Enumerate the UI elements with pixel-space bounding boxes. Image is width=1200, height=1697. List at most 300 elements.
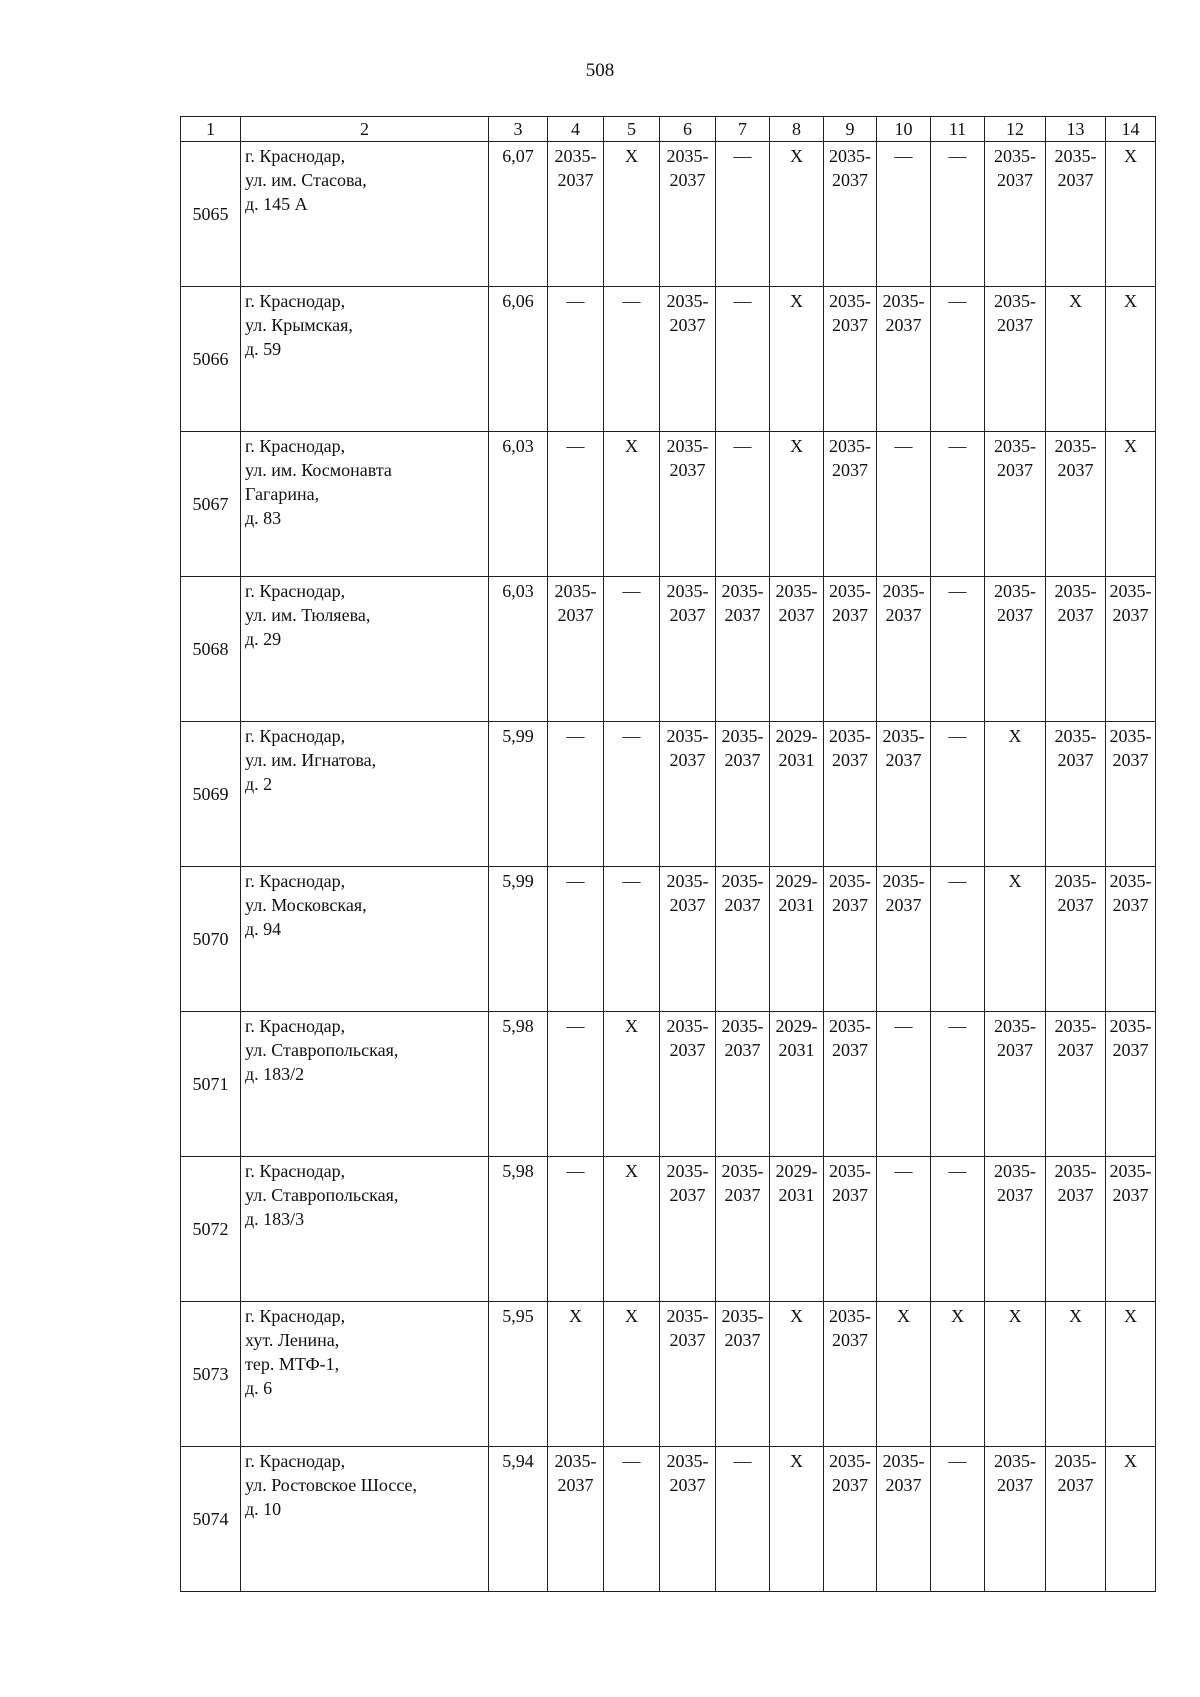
value-text: 2037 — [885, 895, 922, 915]
value-text: 2037 — [1112, 1185, 1149, 1205]
value-text: 2035- — [882, 291, 925, 311]
page-number: 508 — [585, 60, 615, 81]
value-text: — — [948, 1451, 967, 1471]
value-text: 2035- — [1054, 1451, 1097, 1471]
value-cell-col-14 — [1106, 867, 1156, 1012]
value-text: 5,98 — [502, 1161, 534, 1181]
value-text: — — [948, 291, 967, 311]
value-text: X — [951, 1306, 964, 1326]
value-cell-col-8 — [770, 1447, 824, 1592]
value-text: 2037 — [724, 1330, 761, 1350]
table-row — [181, 1157, 1156, 1302]
value-cell-col-9 — [824, 577, 877, 722]
value-text: 2031 — [778, 750, 815, 770]
address-line: ул. Крымская, — [245, 315, 353, 335]
value-text: X — [625, 1016, 638, 1036]
value-text: 2035- — [554, 581, 597, 601]
value-cell-col-5 — [604, 287, 660, 432]
value-text: — — [622, 726, 641, 746]
value-text: — — [894, 146, 913, 166]
value-cell-col-11 — [931, 577, 985, 722]
value-cell-col-8 — [770, 867, 824, 1012]
value-cell-col-6 — [660, 1447, 716, 1592]
value-cell-col-10 — [877, 867, 931, 1012]
value-text: 2037 — [1057, 1040, 1094, 1060]
value-text: 2037 — [669, 750, 706, 770]
address-line: г. Краснодар, — [245, 146, 346, 166]
value-text: 2037 — [557, 170, 594, 190]
row-number: 5067 — [181, 432, 241, 577]
value-text: X — [1124, 1451, 1137, 1471]
value-cell-col-11 — [931, 867, 985, 1012]
value-text: 2037 — [832, 315, 868, 335]
value-text: 2035- — [829, 581, 871, 601]
value-text: 2037 — [669, 895, 706, 915]
value-text: — — [948, 436, 967, 456]
value-cell-col-10 — [877, 1447, 931, 1592]
value-text: 2037 — [832, 605, 868, 625]
value-text: 2035- — [721, 726, 764, 746]
value-text: — — [622, 1451, 641, 1471]
address-cell — [241, 142, 489, 287]
value-cell-col-3 — [489, 1447, 548, 1592]
value-text: — — [948, 146, 967, 166]
value-text: 2037 — [1057, 1185, 1094, 1205]
address-line: ул. им. Тюляева, — [245, 605, 371, 625]
value-text: 2037 — [885, 605, 922, 625]
address-line: ул. им. Стасова, — [245, 170, 367, 190]
value-text: 2029- — [775, 871, 818, 891]
value-cell-col-5 — [604, 142, 660, 287]
value-cell-col-3 — [489, 1157, 548, 1302]
address-line: ул. им. Космонавта — [245, 460, 392, 480]
value-cell-col-6 — [660, 432, 716, 577]
value-text: 2037 — [1057, 460, 1094, 480]
value-text: — — [948, 1016, 967, 1036]
value-text: 2037 — [997, 315, 1033, 335]
value-cell-col-13 — [1046, 577, 1106, 722]
value-text: 2035- — [882, 581, 925, 601]
value-text: 2035- — [1054, 726, 1097, 746]
value-text: 2035- — [721, 581, 764, 601]
address-line: д. 6 — [245, 1378, 273, 1398]
value-cell-col-4 — [548, 1447, 604, 1592]
value-text: 2035- — [994, 1016, 1036, 1036]
value-text: 6,06 — [502, 291, 534, 311]
value-cell-col-9 — [824, 1447, 877, 1592]
address-line: д. 2 — [245, 774, 273, 794]
value-text: — — [566, 871, 585, 891]
value-cell-col-14 — [1106, 577, 1156, 722]
table-row — [181, 287, 1156, 432]
column-header-2: 2 — [241, 117, 489, 142]
value-text: 2029- — [775, 1161, 818, 1181]
value-text: 2031 — [778, 1185, 815, 1205]
value-cell-col-7 — [716, 1012, 770, 1157]
value-text: 2035- — [666, 146, 709, 166]
address-cell — [241, 1157, 489, 1302]
value-cell-col-14 — [1106, 1012, 1156, 1157]
value-cell-col-11 — [931, 1012, 985, 1157]
value-text: 2035- — [1054, 146, 1097, 166]
value-cell-col-14 — [1106, 142, 1156, 287]
value-text: X — [1124, 146, 1137, 166]
table-body — [181, 142, 1156, 1592]
value-cell-col-9 — [824, 1012, 877, 1157]
column-header-5: 5 — [604, 117, 660, 142]
value-text: 2037 — [832, 895, 868, 915]
value-text: 2035- — [994, 581, 1036, 601]
value-text: 2035- — [666, 1161, 709, 1181]
value-text: 5,95 — [502, 1306, 534, 1326]
value-cell-col-7 — [716, 432, 770, 577]
address-cell — [241, 1447, 489, 1592]
value-text: 2035- — [1054, 871, 1097, 891]
column-header-4: 4 — [548, 117, 604, 142]
value-text: 2031 — [778, 895, 815, 915]
value-text: 2035- — [721, 1161, 764, 1181]
value-text: 2035- — [666, 1451, 709, 1471]
value-text: 2037 — [724, 1185, 761, 1205]
value-text: 2035- — [554, 146, 597, 166]
value-text: — — [566, 726, 585, 746]
table-row — [181, 1012, 1156, 1157]
value-text: X — [897, 1306, 910, 1326]
value-cell-col-9 — [824, 1157, 877, 1302]
value-cell-col-9 — [824, 1302, 877, 1447]
capital-repair-schedule-table — [180, 116, 1156, 1592]
address-line: д. 145 А — [245, 194, 308, 214]
value-cell-col-6 — [660, 142, 716, 287]
address-line: г. Краснодар, — [245, 726, 346, 746]
value-cell-col-9 — [824, 287, 877, 432]
value-text: 2037 — [724, 1040, 761, 1060]
value-cell-col-9 — [824, 432, 877, 577]
value-text: — — [566, 1161, 585, 1181]
value-text: 2035- — [829, 146, 871, 166]
value-text: 2035- — [554, 1451, 597, 1471]
value-text: 2037 — [669, 460, 706, 480]
row-number: 5071 — [181, 1012, 241, 1157]
value-text: 2037 — [997, 1040, 1033, 1060]
value-text: 2035- — [666, 581, 709, 601]
value-text: 2037 — [832, 1330, 868, 1350]
value-text: X — [1069, 1306, 1082, 1326]
value-text: — — [894, 436, 913, 456]
value-cell-col-3 — [489, 722, 548, 867]
value-cell-col-5 — [604, 867, 660, 1012]
value-text: 2037 — [724, 605, 761, 625]
value-cell-col-14 — [1106, 432, 1156, 577]
table-row — [181, 1302, 1156, 1447]
value-text: 2035- — [1054, 581, 1097, 601]
value-text: 2037 — [832, 1475, 868, 1495]
value-text: 5,99 — [502, 726, 534, 746]
value-text: 2029- — [775, 726, 818, 746]
value-text: 2035- — [829, 291, 871, 311]
value-cell-col-6 — [660, 287, 716, 432]
table-row — [181, 722, 1156, 867]
value-text: X — [1124, 291, 1137, 311]
value-cell-col-5 — [604, 1012, 660, 1157]
address-line: д. 10 — [245, 1499, 282, 1519]
address-line: Гагарина, — [245, 484, 320, 504]
value-cell-col-8 — [770, 432, 824, 577]
value-text: 2037 — [832, 170, 868, 190]
value-cell-col-7 — [716, 577, 770, 722]
value-text: — — [566, 291, 585, 311]
value-cell-col-8 — [770, 287, 824, 432]
value-cell-col-11 — [931, 1157, 985, 1302]
value-text: 2037 — [1112, 605, 1149, 625]
value-text: — — [622, 581, 641, 601]
value-cell-col-10 — [877, 142, 931, 287]
value-text: X — [790, 1306, 803, 1326]
value-text: 2037 — [885, 750, 922, 770]
address-cell — [241, 867, 489, 1012]
value-cell-col-14 — [1106, 287, 1156, 432]
value-text: X — [1069, 291, 1082, 311]
value-text: 2035- — [829, 871, 871, 891]
value-cell-col-11 — [931, 432, 985, 577]
value-text: 2035- — [721, 1016, 764, 1036]
column-header-7: 7 — [716, 117, 770, 142]
value-cell-col-4 — [548, 1302, 604, 1447]
value-text: 5,98 — [502, 1016, 534, 1036]
value-text: 2037 — [669, 1185, 706, 1205]
value-cell-col-11 — [931, 1447, 985, 1592]
value-cell-col-6 — [660, 1012, 716, 1157]
value-text: X — [1008, 726, 1022, 746]
value-text: 2031 — [778, 1040, 815, 1060]
value-cell-col-4 — [548, 432, 604, 577]
table-row — [181, 142, 1156, 287]
value-cell-col-11 — [931, 287, 985, 432]
value-text: 2037 — [1112, 750, 1149, 770]
value-text: X — [790, 291, 803, 311]
table-row — [181, 867, 1156, 1012]
value-text: 2035- — [1109, 581, 1152, 601]
value-cell-col-10 — [877, 722, 931, 867]
value-cell-col-13 — [1046, 432, 1106, 577]
value-text: X — [1124, 436, 1137, 456]
column-header-1: 1 — [181, 117, 241, 142]
address-line: тер. МТФ-1, — [245, 1354, 340, 1374]
value-text: 2037 — [724, 750, 761, 770]
column-header-11: 11 — [931, 117, 985, 142]
address-line: д. 183/2 — [245, 1064, 305, 1084]
value-cell-col-10 — [877, 577, 931, 722]
value-text: 2037 — [997, 460, 1033, 480]
address-cell — [241, 287, 489, 432]
value-cell-col-3 — [489, 432, 548, 577]
value-text: 2037 — [778, 605, 815, 625]
value-text: — — [733, 146, 752, 166]
value-text: 2035- — [666, 726, 709, 746]
value-cell-col-10 — [877, 287, 931, 432]
value-cell-col-9 — [824, 722, 877, 867]
value-text: 5,94 — [502, 1451, 534, 1471]
value-text: — — [948, 1161, 967, 1181]
row-number: 5065 — [181, 142, 241, 287]
address-line: ул. Ставропольская, — [245, 1040, 399, 1060]
address-line: хут. Ленина, — [245, 1330, 340, 1350]
value-cell-col-3 — [489, 1012, 548, 1157]
value-text: 2037 — [997, 1185, 1033, 1205]
value-cell-col-7 — [716, 1447, 770, 1592]
value-cell-col-4 — [548, 1157, 604, 1302]
value-cell-col-13 — [1046, 722, 1106, 867]
value-text: 2035- — [994, 146, 1036, 166]
address-line: г. Краснодар, — [245, 871, 346, 891]
address-line: д. 183/3 — [245, 1209, 305, 1229]
value-text: 2035- — [1109, 726, 1152, 746]
value-text: — — [733, 291, 752, 311]
column-header-9: 9 — [824, 117, 877, 142]
value-cell-col-6 — [660, 577, 716, 722]
value-text: 2035- — [721, 1306, 764, 1326]
value-cell-col-4 — [548, 1012, 604, 1157]
value-cell-col-8 — [770, 577, 824, 722]
value-text: 2037 — [669, 315, 706, 335]
value-text: — — [948, 581, 967, 601]
address-line: ул. Ставропольская, — [245, 1185, 399, 1205]
row-number: 5074 — [181, 1447, 241, 1592]
value-cell-col-7 — [716, 1302, 770, 1447]
value-cell-col-13 — [1046, 1447, 1106, 1592]
value-text: 2037 — [1057, 605, 1094, 625]
column-header-6: 6 — [660, 117, 716, 142]
value-text: 2037 — [832, 1040, 868, 1060]
row-number: 5069 — [181, 722, 241, 867]
row-number: 5072 — [181, 1157, 241, 1302]
address-cell — [241, 1012, 489, 1157]
value-text: 2035- — [666, 1016, 709, 1036]
value-cell-col-3 — [489, 142, 548, 287]
value-cell-col-10 — [877, 432, 931, 577]
value-cell-col-13 — [1046, 1157, 1106, 1302]
value-cell-col-8 — [770, 142, 824, 287]
value-text: X — [790, 146, 803, 166]
address-line: д. 83 — [245, 508, 282, 528]
value-cell-col-5 — [604, 1447, 660, 1592]
value-text: X — [625, 1161, 638, 1181]
value-cell-col-8 — [770, 722, 824, 867]
value-cell-col-12 — [985, 577, 1046, 722]
value-text: — — [566, 1016, 585, 1036]
value-text: 2035- — [882, 1451, 925, 1471]
address-cell — [241, 1302, 489, 1447]
column-header-3: 3 — [489, 117, 548, 142]
value-text: 2037 — [997, 170, 1033, 190]
value-text: 2037 — [832, 1185, 868, 1205]
value-text: 2037 — [885, 315, 922, 335]
value-cell-col-7 — [716, 722, 770, 867]
value-cell-col-7 — [716, 287, 770, 432]
address-line: д. 59 — [245, 339, 282, 359]
column-header-8: 8 — [770, 117, 824, 142]
value-text: 5,99 — [502, 871, 534, 891]
column-header-14: 14 — [1106, 117, 1156, 142]
value-cell-col-3 — [489, 287, 548, 432]
value-text: 2035- — [775, 581, 818, 601]
value-text: 2035- — [1109, 1161, 1152, 1181]
address-cell — [241, 722, 489, 867]
value-cell-col-12 — [985, 287, 1046, 432]
value-cell-col-5 — [604, 722, 660, 867]
value-cell-col-13 — [1046, 1302, 1106, 1447]
value-cell-col-12 — [985, 142, 1046, 287]
value-text: — — [733, 1451, 752, 1471]
value-text: 2037 — [1057, 1475, 1094, 1495]
value-text: 2035- — [721, 871, 764, 891]
column-number-row — [181, 117, 1156, 142]
value-text: 2035- — [829, 1306, 871, 1326]
address-line: д. 94 — [245, 919, 282, 939]
value-cell-col-11 — [931, 1302, 985, 1447]
value-cell-col-9 — [824, 142, 877, 287]
row-number: 5073 — [181, 1302, 241, 1447]
value-text: 2035- — [666, 1306, 709, 1326]
value-cell-col-14 — [1106, 1302, 1156, 1447]
value-text: 2035- — [829, 436, 871, 456]
value-text: X — [790, 436, 803, 456]
value-cell-col-10 — [877, 1302, 931, 1447]
value-cell-col-11 — [931, 142, 985, 287]
value-text: 2035- — [1054, 1161, 1097, 1181]
value-cell-col-6 — [660, 1157, 716, 1302]
value-text: X — [569, 1306, 582, 1326]
value-text: 2035- — [1109, 871, 1152, 891]
address-cell — [241, 577, 489, 722]
address-line: ул. Ростовское Шоссе, — [245, 1475, 418, 1495]
value-text: 2035- — [882, 726, 925, 746]
value-cell-col-3 — [489, 1302, 548, 1447]
address-line: г. Краснодар, — [245, 581, 346, 601]
value-cell-col-12 — [985, 867, 1046, 1012]
value-text: 2037 — [1057, 750, 1094, 770]
value-cell-col-4 — [548, 142, 604, 287]
value-text: 2037 — [885, 1475, 922, 1495]
value-text: 6,03 — [502, 581, 534, 601]
value-text: 2037 — [832, 750, 868, 770]
value-text: 2035- — [829, 726, 871, 746]
value-text: 2035- — [1109, 1016, 1152, 1036]
value-cell-col-12 — [985, 1157, 1046, 1302]
value-text: X — [1008, 871, 1022, 891]
value-cell-col-13 — [1046, 867, 1106, 1012]
address-line: г. Краснодар, — [245, 291, 346, 311]
table-row — [181, 577, 1156, 722]
address-line: ул. им. Игнатова, — [245, 750, 377, 770]
value-cell-col-12 — [985, 1302, 1046, 1447]
address-cell — [241, 432, 489, 577]
value-cell-col-7 — [716, 867, 770, 1012]
value-cell-col-13 — [1046, 1012, 1106, 1157]
row-number: 5070 — [181, 867, 241, 1012]
value-text: 2035- — [882, 871, 925, 891]
value-cell-col-8 — [770, 1302, 824, 1447]
value-cell-col-12 — [985, 1012, 1046, 1157]
row-number: 5068 — [181, 577, 241, 722]
value-cell-col-4 — [548, 867, 604, 1012]
value-text: 2037 — [997, 605, 1033, 625]
value-text: 2037 — [557, 605, 594, 625]
value-cell-col-8 — [770, 1157, 824, 1302]
value-text: 2035- — [666, 291, 709, 311]
value-cell-col-8 — [770, 1012, 824, 1157]
value-cell-col-14 — [1106, 722, 1156, 867]
